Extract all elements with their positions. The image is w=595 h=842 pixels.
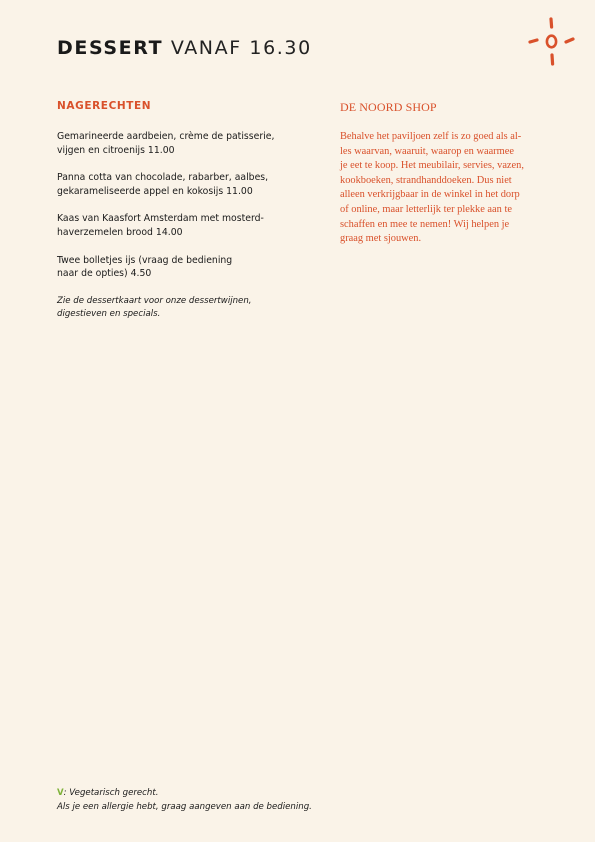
vegetarian-label: : Vegetarisch gerecht. [63,788,159,798]
menu-item-line: vijgen en citroenijs 11.00 [57,144,175,156]
note-line: digestieven en specials. [57,309,161,320]
menu-item-line: haverzemelen brood 14.00 [57,226,183,238]
vegetarian-legend [57,787,312,801]
menu-item-line: Panna cotta van chocolade, rabarber, aalbes, [57,172,269,184]
shop-line: schaffen en mee te nemen! Wij helpen je [340,218,510,230]
shop-line: les waarvan, waaruit, waarop en waarmee [340,145,514,157]
menu-item-line: gekarameliseerde appel en kokosijs 11.00 [57,185,253,197]
shop-line: alleen verkrijgbaar in de winkel in het dorp [340,189,520,201]
menu-item [57,254,307,281]
page-title [57,36,312,60]
menu-item-line: Twee bolletjes ijs (vraag de bediening [57,254,233,266]
shop-line: Behalve het paviljoen zelf is zo goed als al- [340,131,522,142]
footer-notes [57,787,312,814]
allergy-note: Als je een allergie hebt, graag aangeven aan de bediening. [57,801,312,812]
note-line: Zie de dessertkaart voor onze dessertwijnen, [57,295,252,306]
title-time: VANAF 16.30 [170,37,312,59]
shop-line: of online, maar letterlijk ter plekke aan te [340,203,512,215]
shop-line: graag met sjouwen. [340,233,422,245]
title-dessert: DESSERT [57,37,164,59]
sun-o-logo-icon [526,14,578,70]
shop-line: kookboeken, strandhanddoeken. Dus niet [340,174,512,186]
shop-column [340,100,550,247]
desserts-heading: NAGERECHTEN [57,100,152,112]
vegetarian-symbol: V [57,788,64,798]
menu-item [57,171,307,198]
menu-item [57,130,307,157]
shop-heading: DE NOORD SHOP [340,100,437,114]
desserts-column [57,100,307,322]
menu-item-line: Kaas van Kaasfort Amsterdam met mosterd- [57,213,264,225]
shop-description [340,130,550,247]
menu-item-line: naar de opties) 4.50 [57,268,152,280]
menu-item-line: Gemarineerde aardbeien, crème de patisserie, [57,131,275,142]
dessert-card-note [57,295,307,322]
shop-line: je eet te koop. Het meubilair, servies, vazen, [340,160,524,172]
menu-item [57,212,307,239]
